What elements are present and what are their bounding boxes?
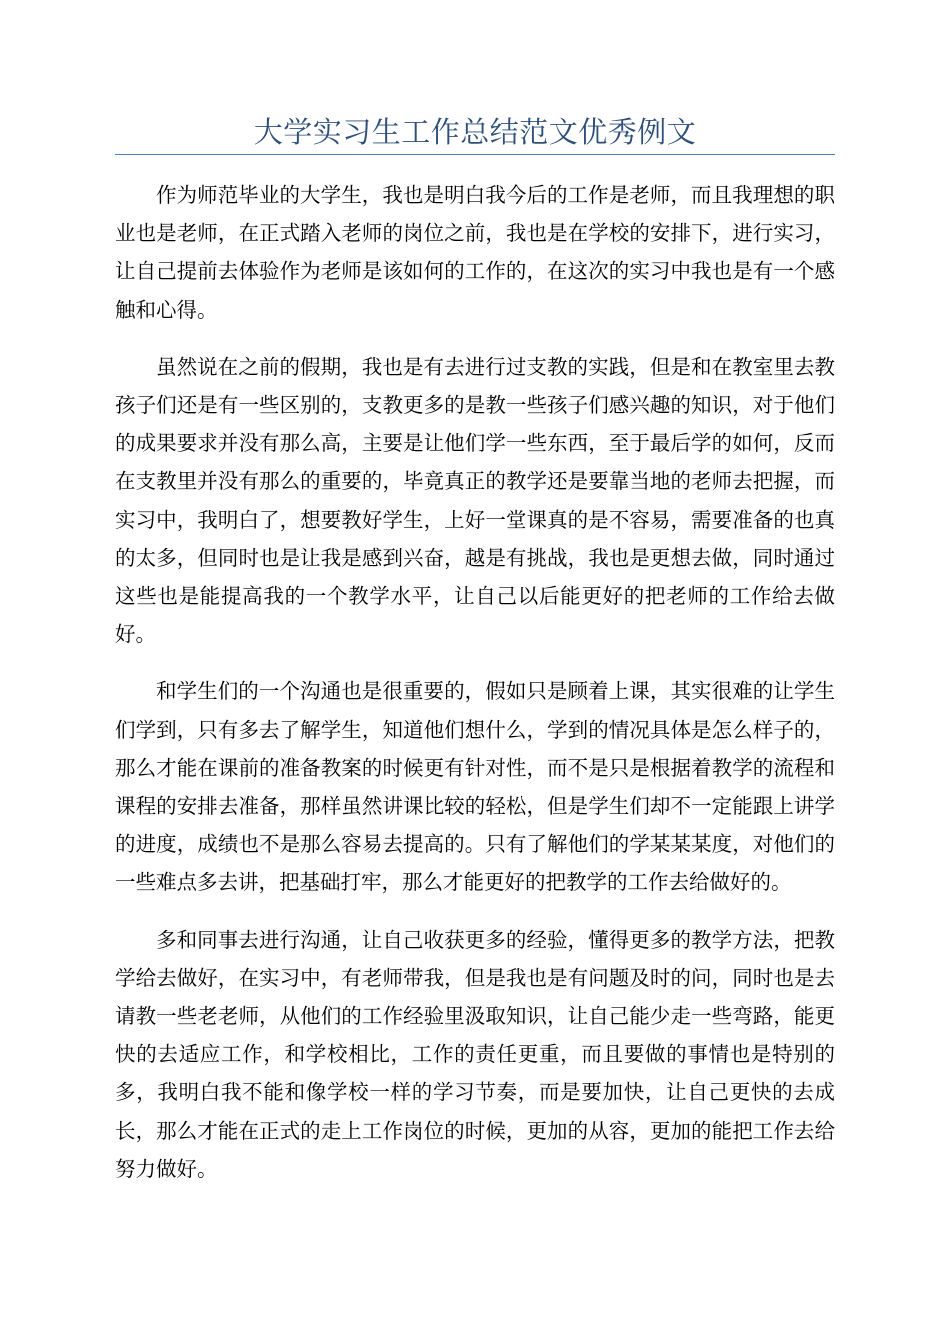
document-body xyxy=(115,176,835,1207)
title-underline-divider xyxy=(115,154,835,155)
paragraph: 多和同事去进行沟通，让自己收获更多的经验，懂得更多的教学方法，把教学给去做好，在实习中，有老师带我，但是我也是有问题及时的问，同时也是去请教一些老老师，从他们的工作经验里汲取知识，让自己能少走一些弯路，能更快的去适应工作，和学校相比，工作的责任更重，而且要做的事情也是特别的多，我明白我不能和像学校一样的学习节奏，而是要加快，让自己更快的去成长，那么才能在正式的走上工作岗位的时候，更加的从容，更加的能把工作去给努力做好。 xyxy=(115,927,835,1181)
document-title: 大学实习生工作总结范文优秀例文 xyxy=(253,115,697,149)
paragraph: 和学生们的一个沟通也是很重要的，假如只是顾着上课，其实很难的让学生们学到，只有多去了解学生，知道他们想什么，学到的情况具体是怎么样子的，那么才能在课前的准备教案的时候更有针对性，而不是只是根据着教学的流程和课程的安排去准备，那样虽然讲课比较的轻松，但是学生们却不一定能跟上讲学的进度，成绩也不是那么容易去提高的。只有了解他们的学某某某度，对他们的一些难点多去讲，把基础打牢，那么才能更好的把教学的工作去给做好的。 xyxy=(115,679,835,895)
paragraph: 虽然说在之前的假期，我也是有去进行过支教的实践，但是和在教室里去教孩子们还是有一些区别的，支教更多的是教一些孩子们感兴趣的知识，对于他们的成果要求并没有那么高，主要是让他们学一些东西，至于最后学的如何，反而在支教里并没有那么的重要的，毕竟真正的教学还是要靠当地的老师去把握，而实习中，我明白了，想要教好学生，上好一堂课真的是不容易，需要准备的也真的太多，但同时也是让我是感到兴奋，越是有挑战，我也是更想去做，同时通过这些也是能提高我的一个教学水平，让自己以后能更好的把老师的工作给去做好。 xyxy=(115,354,835,647)
paragraph: 作为师范毕业的大学生，我也是明白我今后的工作是老师，而且我理想的职业也是老师，在正式踏入老师的岗位之前，我也是在学校的安排下，进行实习，让自己提前去体验作为老师是该如何的工作的，在这次的实习中我也是有一个感触和心得。 xyxy=(115,183,835,322)
